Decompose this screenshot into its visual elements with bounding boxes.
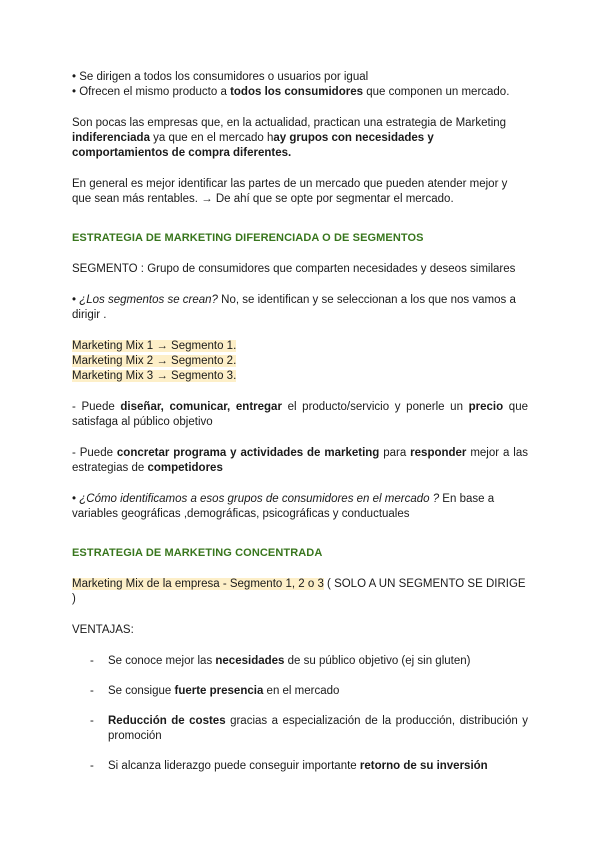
document-page bbox=[72, 70, 528, 774]
question-segmentos: • ¿Los segmentos se crean? No, se identifican y se seleccionan a los que nos vamos a dirigir . bbox=[72, 294, 516, 321]
section-heading-diferenciada: ESTRATEGIA DE MARKETING DIFERENCIADA O DE SEGMENTOS bbox=[72, 232, 424, 244]
intro-bullet-2: • Ofrecen el mismo producto a todos los consumidores que componen un mercado. bbox=[72, 86, 510, 98]
intro-paragraph-2: En general es mejor identificar las partes de un mercado que pueden atender mejor y que sean más rentables. → De ahí que se opte por segmentar el mercado. bbox=[72, 178, 508, 205]
section-heading-concentrada: ESTRATEGIA DE MARKETING CONCENTRADA bbox=[72, 547, 323, 559]
question-identificar: • ¿Cómo identificamos a esos grupos de consumidores en el mercado ? En base a variables geográficas ,demográficas, psicográficas y conductuales bbox=[72, 493, 495, 520]
paragraph-concretar: - Puede concretar programa y actividades de marketing para responder mejor a las estrategias de competidores bbox=[72, 447, 528, 474]
segmento-definition: SEGMENTO : Grupo de consumidores que comparten necesidades y deseos similares bbox=[72, 263, 516, 275]
ventajas-list bbox=[72, 654, 528, 774]
ventaja-item-1: - Se conoce mejor las necesidades de su público objetivo (ej sin gluten) bbox=[90, 655, 471, 667]
ventaja-item-2: - Se consigue fuerte presencia en el mercado bbox=[90, 685, 340, 697]
marketing-mix-line-3: Marketing Mix 3 → Segmento 3. bbox=[72, 370, 237, 382]
ventaja-item-4: - Si alcanza liderazgo puede conseguir importante retorno de su inversión bbox=[90, 760, 488, 772]
concentrada-mix-line: Marketing Mix de la empresa - Segmento 1, 2 o 3 ( SOLO A UN SEGMENTO SE DIRIGE ) bbox=[72, 578, 526, 605]
ventaja-item-3: - Reducción de costes gracias a especialización de la producción, distribución y promoción bbox=[90, 715, 528, 742]
paragraph-disenar: - Puede diseñar, comunicar, entregar el producto/servicio y ponerle un precio que satisfaga al público objetivo bbox=[72, 401, 528, 428]
ventajas-label: VENTAJAS: bbox=[72, 624, 134, 636]
intro-bullet-1: • Se dirigen a todos los consumidores o usuarios por igual bbox=[72, 71, 369, 83]
marketing-mix-line-1: Marketing Mix 1 → Segmento 1. bbox=[72, 340, 237, 352]
intro-paragraph-1: Son pocas las empresas que, en la actualidad, practican una estrategia de Marketing indiferenciada ya que en el mercado hay grupos con necesidades y comportamientos de compra diferentes. bbox=[72, 117, 507, 159]
marketing-mix-line-2: Marketing Mix 2 → Segmento 2. bbox=[72, 355, 237, 367]
